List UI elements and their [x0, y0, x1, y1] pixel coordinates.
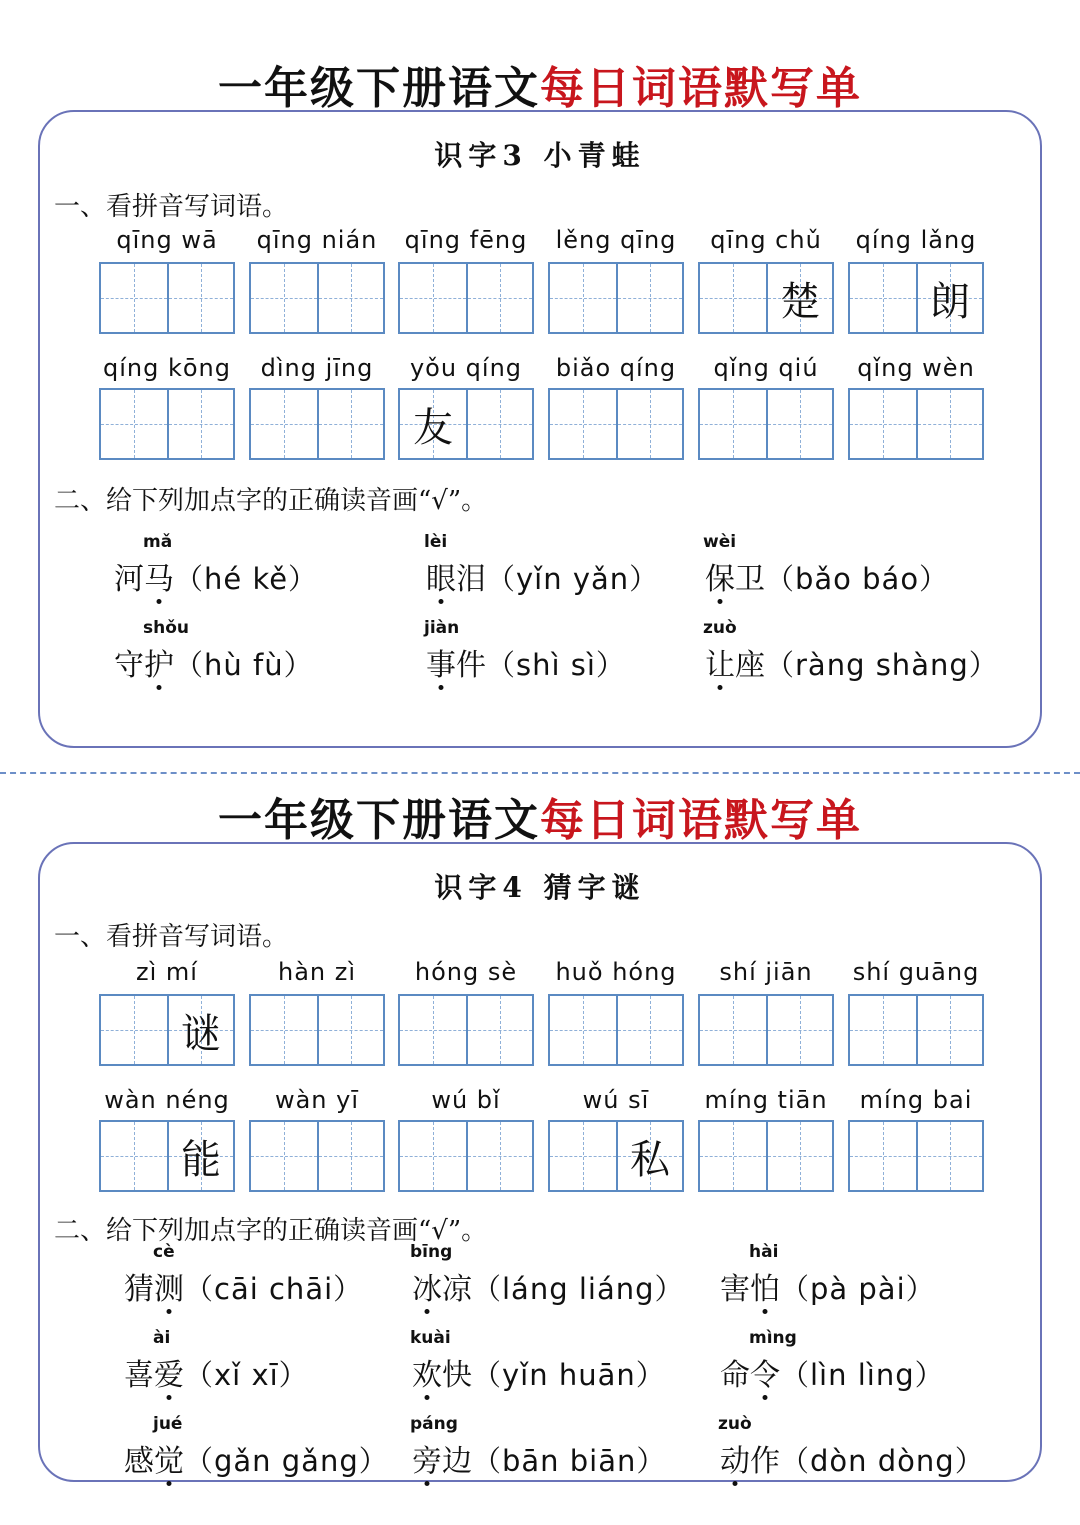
- dotted-char: 眼: [426, 554, 456, 598]
- dotted-char: 爱: [154, 1350, 184, 1394]
- grid-cell[interactable]: [400, 264, 466, 332]
- word-char: 守: [114, 648, 144, 683]
- word-char: 作: [750, 1444, 780, 1479]
- sheet2-panel: [38, 842, 1042, 1482]
- grid-cell[interactable]: [916, 390, 982, 458]
- dotted-char: 让: [705, 640, 735, 684]
- word-char: 快: [442, 1358, 472, 1393]
- dotted-char: 事: [426, 640, 456, 684]
- reading-question: [412, 1350, 666, 1394]
- question-word: [426, 562, 486, 597]
- dotted-char: 令: [750, 1350, 780, 1394]
- sheet2-section2-heading: 二、给下列加点字的正确读音画“√”。: [54, 1216, 488, 1246]
- reading-question: [124, 1436, 389, 1480]
- grid-cell[interactable]: [700, 264, 766, 332]
- sheet2-section1-heading: 一、看拼音写词语。: [54, 922, 289, 952]
- filled-character: [700, 390, 766, 458]
- reading-options[interactable]: （cāi chāi）: [184, 1272, 364, 1306]
- grid-cell[interactable]: [317, 390, 383, 458]
- reading-question: [720, 1264, 936, 1308]
- pinyin-label: wú sī: [582, 1086, 650, 1114]
- filled-character: [850, 264, 916, 332]
- grid-cell[interactable]: [916, 1122, 982, 1190]
- filled-character: [169, 264, 233, 332]
- writing-grid[interactable]: [548, 994, 684, 1066]
- filled-character: [550, 264, 616, 332]
- question-word: [124, 1272, 184, 1307]
- reading-question: [426, 554, 659, 598]
- filled-character: 能: [181, 1136, 221, 1183]
- pinyin-label: qíng kōng: [102, 354, 231, 382]
- question-word: [114, 562, 174, 597]
- pinyin-annotation: wèi: [703, 532, 737, 552]
- question-word: [124, 1444, 184, 1479]
- pinyin-label: míng bai: [859, 1086, 973, 1114]
- pinyin-label: zì mí: [136, 958, 198, 986]
- grid-cell[interactable]: [101, 996, 167, 1064]
- reading-options[interactable]: （lìn lìng）: [780, 1358, 945, 1392]
- pinyin-label: qǐng qiú: [713, 354, 819, 382]
- writing-grid[interactable]: [249, 388, 385, 460]
- writing-grid[interactable]: [698, 262, 834, 334]
- grid-cell[interactable]: [167, 996, 233, 1064]
- writing-grid[interactable]: [398, 262, 534, 334]
- pinyin-label: shí guāng: [852, 958, 980, 986]
- filled-character: [101, 1122, 167, 1190]
- filled-character: 朗: [930, 278, 970, 325]
- sheet2-title: [0, 784, 1080, 848]
- filled-character: [101, 390, 167, 458]
- writing-grid[interactable]: [398, 388, 534, 460]
- pinyin-annotation: cè: [153, 1242, 175, 1262]
- filled-character: [319, 390, 383, 458]
- word-char: 边: [442, 1444, 472, 1479]
- grid-cell[interactable]: [916, 264, 982, 332]
- cut-line-divider: [0, 772, 1080, 774]
- grid-cell[interactable]: [700, 996, 766, 1064]
- dotted-char: 冰: [412, 1264, 442, 1308]
- reading-question: [720, 1350, 945, 1394]
- grid-cell[interactable]: [550, 1122, 616, 1190]
- word-char: 凉: [442, 1272, 472, 1307]
- filled-character: [700, 264, 766, 332]
- pinyin-annotation: lèi: [424, 532, 448, 552]
- filled-character: [400, 264, 466, 332]
- grid-cell[interactable]: [850, 264, 916, 332]
- grid-cell[interactable]: [700, 1122, 766, 1190]
- sheet1-section2-heading: 二、给下列加点字的正确读音画“√”。: [54, 486, 488, 516]
- pinyin-label: wàn yī: [274, 1086, 360, 1114]
- pinyin-annotation: ài: [153, 1328, 171, 1348]
- filled-character: [101, 264, 167, 332]
- grid-cell[interactable]: [400, 390, 466, 458]
- word-char: 喜: [124, 1358, 154, 1393]
- reading-question: [412, 1264, 685, 1308]
- question-word: [114, 648, 174, 683]
- reading-options[interactable]: （láng liáng）: [472, 1272, 685, 1306]
- writing-grid[interactable]: [99, 994, 235, 1066]
- reading-question: [412, 1436, 666, 1480]
- pinyin-annotation: zuò: [703, 618, 737, 638]
- writing-grid[interactable]: [698, 1120, 834, 1192]
- grid-cell[interactable]: [251, 390, 317, 458]
- filled-character: [850, 1122, 916, 1190]
- dotted-char: 马: [144, 554, 174, 598]
- writing-grid[interactable]: [398, 994, 534, 1066]
- writing-grid[interactable]: [848, 388, 984, 460]
- pinyin-label: qǐng wèn: [857, 354, 975, 382]
- sheet2-title-red: 每日词语默写单: [540, 795, 862, 846]
- pinyin-label: wú bǐ: [431, 1086, 501, 1114]
- word-char: 卫: [735, 562, 765, 597]
- filled-character: 谜: [181, 1010, 221, 1057]
- dotted-char: 保: [705, 554, 735, 598]
- writing-grid[interactable]: [398, 1120, 534, 1192]
- question-word: [720, 1444, 780, 1479]
- grid-cell[interactable]: [850, 1122, 916, 1190]
- reading-question: [124, 1264, 363, 1308]
- reading-options[interactable]: （bǎo báo）: [765, 562, 950, 596]
- word-char: 猜: [124, 1272, 154, 1307]
- filled-character: [550, 390, 616, 458]
- pinyin-label: qīng wā: [116, 226, 218, 254]
- dotted-char: 觉: [154, 1436, 184, 1480]
- filled-character: 楚: [780, 278, 820, 325]
- sheet1-panel: [38, 110, 1042, 748]
- reading-options[interactable]: （hù fù）: [174, 648, 314, 682]
- pinyin-label: huǒ hóng: [555, 958, 677, 986]
- reading-question: [720, 1436, 985, 1480]
- filled-character: [468, 264, 532, 332]
- filled-character: [700, 1122, 766, 1190]
- pinyin-label: dìng jīng: [260, 354, 374, 382]
- reading-question: [124, 1350, 309, 1394]
- reading-options[interactable]: （yǐn yǎn）: [486, 562, 660, 596]
- pinyin-annotation: jué: [153, 1414, 183, 1434]
- filled-character: [468, 1122, 532, 1190]
- grid-cell[interactable]: [550, 390, 616, 458]
- pinyin-annotation: hài: [749, 1242, 779, 1262]
- word-char: 害: [720, 1272, 750, 1307]
- pinyin-annotation: zuò: [718, 1414, 752, 1434]
- filled-character: [768, 390, 832, 458]
- reading-options[interactable]: （xǐ xī）: [184, 1358, 309, 1392]
- reading-options[interactable]: （shì sì）: [486, 648, 626, 682]
- pinyin-label: biǎo qíng: [555, 354, 677, 382]
- word-char: 河: [114, 562, 144, 597]
- grid-cell[interactable]: [916, 996, 982, 1064]
- writing-grid[interactable]: [848, 1120, 984, 1192]
- sheet1-lesson-title: 识字3 小青蛙: [434, 139, 646, 172]
- grid-cell[interactable]: [766, 996, 832, 1064]
- filled-character: [700, 996, 766, 1064]
- grid-cell[interactable]: [766, 390, 832, 458]
- grid-cell[interactable]: [251, 264, 317, 332]
- filled-character: [400, 996, 466, 1064]
- filled-character: [618, 390, 682, 458]
- reading-options[interactable]: （gǎn gǎng）: [184, 1444, 389, 1478]
- reading-options[interactable]: （ràng shàng）: [765, 648, 999, 682]
- filled-character: [768, 996, 832, 1064]
- reading-question: [114, 640, 314, 684]
- grid-cell[interactable]: [466, 996, 532, 1064]
- grid-cell[interactable]: [616, 996, 682, 1064]
- grid-cell[interactable]: [466, 264, 532, 332]
- grid-cell[interactable]: [700, 390, 766, 458]
- filled-character: 私: [630, 1136, 670, 1183]
- pinyin-label: yǒu qíng: [409, 354, 523, 382]
- filled-character: [251, 996, 317, 1064]
- pinyin-annotation: kuài: [410, 1328, 451, 1348]
- writing-grid[interactable]: [548, 1120, 684, 1192]
- filled-character: [618, 264, 682, 332]
- filled-character: [468, 390, 532, 458]
- question-word: [705, 562, 765, 597]
- filled-character: [550, 1122, 616, 1190]
- sheet1-title-red: 每日词语默写单: [540, 63, 862, 114]
- pinyin-annotation: mìng: [749, 1328, 797, 1348]
- question-word: [412, 1358, 472, 1393]
- reading-options[interactable]: （bān biān）: [472, 1444, 667, 1478]
- filled-character: [618, 996, 682, 1064]
- grid-cell[interactable]: [550, 264, 616, 332]
- question-word: [412, 1444, 472, 1479]
- question-word: [720, 1358, 780, 1393]
- filled-character: [550, 996, 616, 1064]
- sheet1-title-black: 一年级下册语文: [218, 63, 540, 114]
- grid-cell[interactable]: [167, 1122, 233, 1190]
- reading-options[interactable]: （hé kě）: [174, 562, 319, 596]
- grid-cell[interactable]: [167, 264, 233, 332]
- sheet2-lesson-title: 识字4 猜字谜: [434, 871, 646, 904]
- reading-question: [426, 640, 626, 684]
- grid-cell[interactable]: [317, 996, 383, 1064]
- pinyin-annotation: páng: [410, 1414, 458, 1434]
- dotted-char: 怕: [750, 1264, 780, 1308]
- writing-grid[interactable]: [249, 1120, 385, 1192]
- writing-grid[interactable]: [99, 262, 235, 334]
- grid-cell[interactable]: [101, 390, 167, 458]
- pinyin-label: qīng nián: [256, 226, 378, 254]
- pinyin-label: hóng sè: [414, 958, 518, 986]
- sheet1-title: [0, 52, 1080, 116]
- filled-character: [251, 390, 317, 458]
- grid-cell[interactable]: [550, 996, 616, 1064]
- dotted-char: 测: [154, 1264, 184, 1308]
- pinyin-annotation: jiàn: [424, 618, 460, 638]
- writing-grid[interactable]: [99, 388, 235, 460]
- grid-cell[interactable]: [616, 1122, 682, 1190]
- pinyin-label: wàn néng: [104, 1086, 230, 1114]
- writing-grid[interactable]: [249, 262, 385, 334]
- filled-character: [468, 996, 532, 1064]
- filled-character: [251, 1122, 317, 1190]
- grid-cell[interactable]: [766, 1122, 832, 1190]
- reading-options[interactable]: （pà pài）: [780, 1272, 936, 1306]
- grid-cell[interactable]: [317, 1122, 383, 1190]
- reading-question: [705, 640, 999, 684]
- pinyin-label: míng tiān: [704, 1086, 828, 1114]
- dotted-char: 护: [144, 640, 174, 684]
- grid-cell[interactable]: [101, 264, 167, 332]
- writing-grid[interactable]: [698, 388, 834, 460]
- pinyin-label: lěng qīng: [555, 226, 677, 254]
- grid-cell[interactable]: [766, 264, 832, 332]
- question-word: [412, 1272, 472, 1307]
- reading-options[interactable]: （yǐn huān）: [472, 1358, 666, 1392]
- question-word: [720, 1272, 780, 1307]
- filled-character: [768, 1122, 832, 1190]
- pinyin-label: hàn zì: [277, 958, 357, 986]
- grid-cell[interactable]: [466, 390, 532, 458]
- grid-cell[interactable]: [616, 390, 682, 458]
- question-word: [705, 648, 765, 683]
- sheet2-title-black: 一年级下册语文: [218, 795, 540, 846]
- reading-question: [114, 554, 318, 598]
- grid-cell[interactable]: [850, 390, 916, 458]
- pinyin-annotation: bīng: [410, 1242, 453, 1262]
- question-word: [426, 648, 486, 683]
- word-char: 座: [735, 648, 765, 683]
- grid-cell[interactable]: [466, 1122, 532, 1190]
- word-char: 泪: [456, 562, 486, 597]
- filled-character: [101, 996, 167, 1064]
- writing-grid[interactable]: [548, 388, 684, 460]
- grid-cell[interactable]: [251, 996, 317, 1064]
- dotted-char: 动: [720, 1436, 750, 1480]
- filled-character: [319, 1122, 383, 1190]
- filled-character: [400, 1122, 466, 1190]
- pinyin-annotation: mǎ: [143, 532, 173, 552]
- word-char: 件: [456, 648, 486, 683]
- pinyin-label: qīng chǔ: [710, 226, 822, 254]
- filled-character: [918, 390, 982, 458]
- filled-character: [319, 996, 383, 1064]
- word-char: 感: [124, 1444, 154, 1479]
- filled-character: 友: [413, 404, 453, 451]
- writing-grid[interactable]: [99, 1120, 235, 1192]
- grid-cell[interactable]: [317, 264, 383, 332]
- dotted-char: 欢: [412, 1350, 442, 1394]
- grid-cell[interactable]: [850, 996, 916, 1064]
- filled-character: [918, 1122, 982, 1190]
- word-char: 命: [720, 1358, 750, 1393]
- filled-character: [850, 996, 916, 1064]
- writing-grid[interactable]: [249, 994, 385, 1066]
- pinyin-label: shí jiān: [719, 958, 813, 986]
- sheet1-section1-heading: 一、看拼音写词语。: [54, 192, 289, 222]
- filled-character: [251, 264, 317, 332]
- grid-cell[interactable]: [400, 996, 466, 1064]
- dotted-char: 旁: [412, 1436, 442, 1480]
- pinyin-label: qíng lǎng: [855, 226, 977, 254]
- writing-grid[interactable]: [548, 262, 684, 334]
- reading-question: [705, 554, 949, 598]
- grid-cell[interactable]: [101, 1122, 167, 1190]
- filled-character: [169, 390, 233, 458]
- writing-grid[interactable]: [848, 994, 984, 1066]
- filled-character: [850, 390, 916, 458]
- filled-character: [918, 996, 982, 1064]
- filled-character: [319, 264, 383, 332]
- grid-cell[interactable]: [616, 264, 682, 332]
- pinyin-annotation: shǒu: [143, 618, 190, 638]
- writing-grid[interactable]: [698, 994, 834, 1066]
- writing-grid[interactable]: [848, 262, 984, 334]
- grid-cell[interactable]: [167, 390, 233, 458]
- grid-cell[interactable]: [251, 1122, 317, 1190]
- pinyin-label: qīng fēng: [404, 226, 528, 254]
- reading-options[interactable]: （dòn dòng）: [780, 1444, 985, 1478]
- question-word: [124, 1358, 184, 1393]
- grid-cell[interactable]: [400, 1122, 466, 1190]
